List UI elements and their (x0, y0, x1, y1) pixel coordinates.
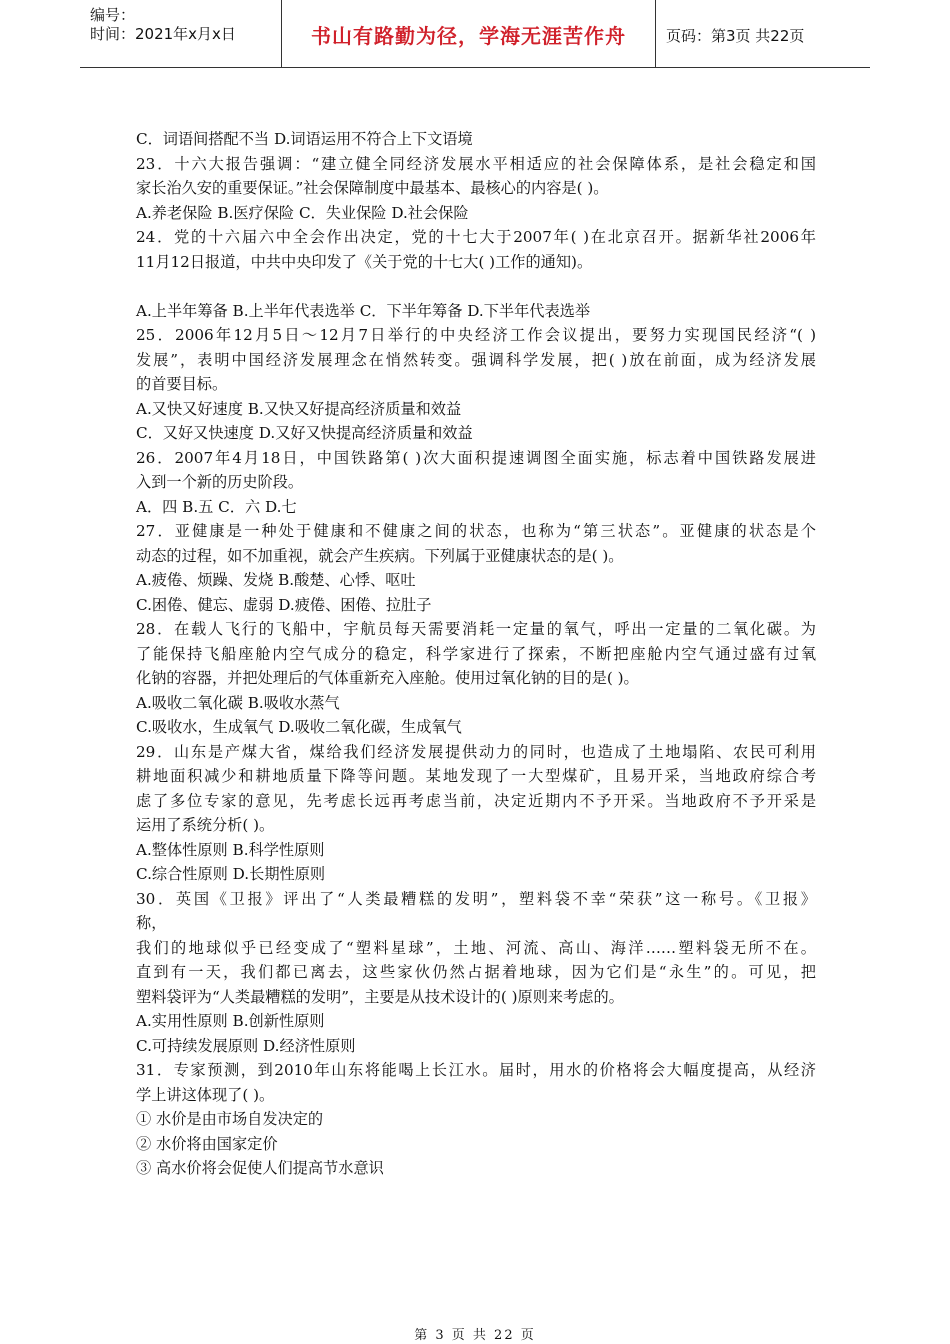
header-meta (80, 0, 281, 68)
text-line: A.吸收二氧化碳 B.吸收水蒸气 (136, 693, 340, 712)
text-line: C.困倦、健忘、虚弱 D.疲倦、困倦、拉肚子 (136, 595, 432, 614)
text-line: C．又好又快速度 D.又好又快提高经济质量和效益 (136, 424, 473, 442)
header-page-code: 页码：第3页 共22页 (666, 27, 805, 45)
text-line: 23．十六大报告强调：“建立健全同经济发展水平相适应的社会保障体系，是社会稳定和国 (136, 154, 816, 173)
text-line: A．四 B.五 C．六 D.七 (136, 497, 297, 516)
text-line: 塑料袋评为“人类最糟糕的发明”，主要是从技术设计的( )原则来考虑的。 (136, 987, 624, 1006)
header-motto: 书山有路勤为径，学海无涯苦作舟 (311, 24, 626, 48)
text-line: A.上半年筹备 B.上半年代表选举 C．下半年筹备 D.下半年代表选举 (136, 301, 591, 320)
text-line: 直到有一天，我们都已离去，这些家伙仍然占据着地球，因为它们是“永生”的。可见，把 (136, 963, 816, 981)
text-line: 的首要目标。 (136, 375, 228, 393)
text-line: 化钠的容器，并把处理后的气体重新充入座舱。使用过氧化钠的目的是( )。 (136, 669, 639, 687)
text-line: A.整体性原则 B.科学性原则 (136, 840, 325, 859)
page-footer: 第 3 页 共 22 页 (414, 1328, 536, 1343)
text-line: ② 水价将由国家定价 (136, 1134, 278, 1153)
text-line: 11月12日报道，中共中央印发了《关于党的十七大( )工作的通知)。 (136, 252, 593, 271)
text-line: C.综合性原则 D.长期性原则 (136, 865, 326, 883)
text-line: C.吸收水，生成氧气 D.吸收二氧化碳，生成氧气 (136, 718, 462, 736)
text-line: 虑了多位专家的意见，先考虑长远再考虑当前，决定近期内不予开采。当地政府不予开采是 (136, 791, 816, 810)
text-line: 学上讲这体现了( )。 (136, 1085, 275, 1104)
text-line: 称， (136, 914, 167, 932)
text-line: 运用了系统分析( )。 (136, 816, 275, 834)
header-page-cell (656, 0, 870, 68)
text-line: C.可持续发展原则 D.经济性原则 (136, 1036, 356, 1055)
text-line: A.养老保险 B.医疗保险 C．失业保险 D.社会保险 (136, 203, 469, 222)
page-header (80, 0, 870, 68)
text-line: 26．2007年4月18日，中国铁路第( )次大面积提速调图全面实施，标志着中国铁路发展进 (136, 448, 816, 467)
text-line: 27．亚健康是一种处于健康和不健康之间的状态，也称为“第三状态”。亚健康的状态是个 (136, 522, 816, 540)
text-line: C．词语间搭配不当 D.词语运用不符合上下文语境 (136, 130, 473, 148)
doc-time-label: 时间：2021年x月x日 (90, 25, 236, 43)
doc-number-label: 编号： (90, 6, 136, 24)
text-line: 入到一个新的历史阶段。 (136, 473, 304, 491)
text-line: 29．山东是产煤大省，煤给我们经济发展提供动力的同时，也造成了土地塌陷、农民可利用 (136, 742, 816, 761)
text-line: 25．2006年12月5日～12月7日举行的中央经济工作会议提出，要努力实现国民经济“( ) (136, 326, 816, 344)
text-line: A.疲倦、烦躁、发烧 B.酸楚、心悸、呕吐 (136, 571, 416, 589)
text-line: 30．英国《卫报》评出了“人类最糟糕的发明”，塑料袋不幸“荣获”这一称号。《卫报》 (136, 889, 816, 908)
text-line: 28．在载人飞行的飞船中，宇航员每天需要消耗一定量的氧气，呼出一定量的二氧化碳。为 (136, 620, 816, 638)
text-line: 24．党的十六届六中全会作出决定，党的十七大于2007年( )在北京召开。据新华社2006年 (136, 228, 816, 246)
text-line: 我们的地球似乎已经变成了“塑料星球”，土地、河流、高山、海洋……塑料袋无所不在。 (136, 938, 816, 957)
text-line: 31．专家预测，到2010年山东将能喝上长江水。届时，用水的价格将会大幅度提高，从经济 (136, 1061, 816, 1079)
text-line: ③ 高水价将会促使人们提高节水意识 (136, 1159, 384, 1177)
document-body (136, 127, 816, 1181)
header-motto-cell (281, 0, 656, 68)
text-line: ① 水价是由市场自发决定的 (136, 1110, 324, 1128)
text-line: 家长治久安的重要保证。”社会保障制度中最基本、最核心的内容是( )。 (136, 179, 609, 197)
text-line (136, 274, 816, 299)
text-line: A.实用性原则 B.创新性原则 (136, 1012, 325, 1030)
text-line: A.又快又好速度 B.又快又好提高经济质量和效益 (136, 399, 462, 418)
text-line: 发展”，表明中国经济发展理念在悄然转变。强调科学发展，把( )放在前面，成为经济发展 (136, 350, 816, 369)
text-line: 动态的过程，如不加重视，就会产生疾病。下列属于亚健康状态的是( )。 (136, 546, 624, 565)
text-line: 耕地面积减少和耕地质量下降等问题。某地发现了一大型煤矿，且易开采，当地政府综合考 (136, 767, 816, 785)
text-line: 了能保持飞船座舱内空气成分的稳定，科学家进行了探索，不断把座舱内空气通过盛有过氧 (136, 644, 816, 663)
